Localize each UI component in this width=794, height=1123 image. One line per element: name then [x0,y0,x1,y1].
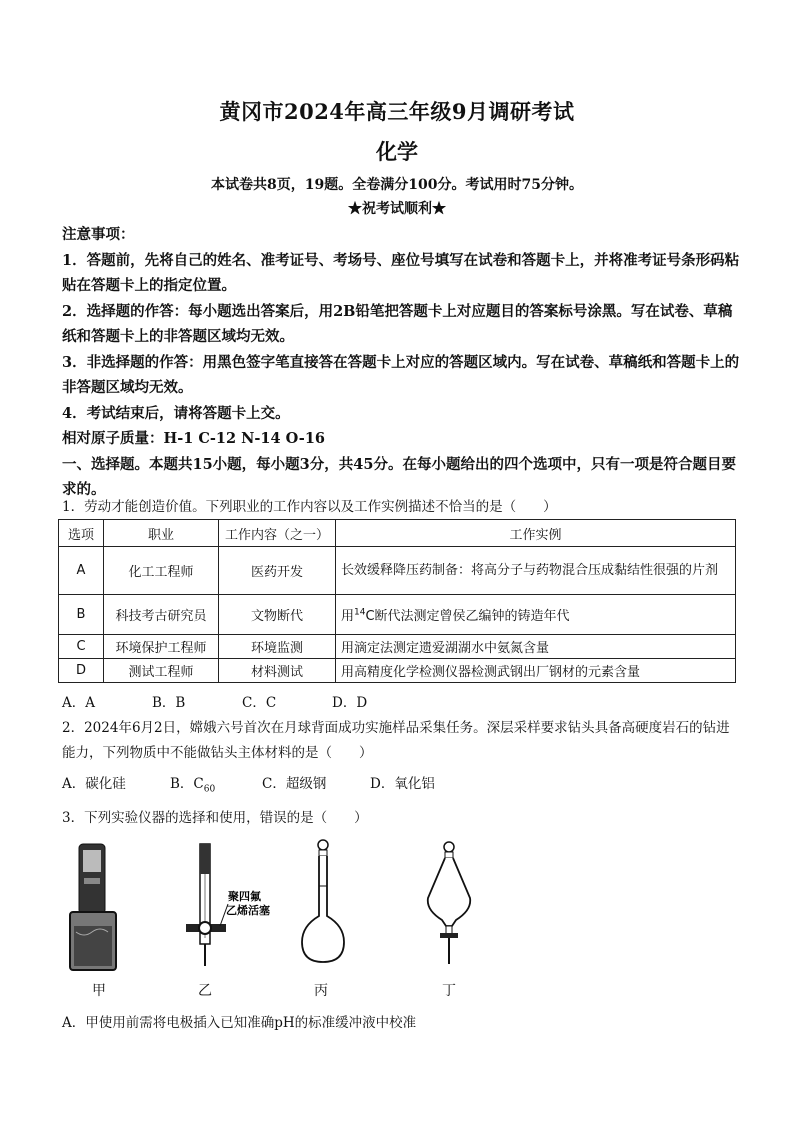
option-b-text: B．C [170,776,204,792]
apparatus-label-bing: 丙 [314,983,328,999]
subscript: 60 [203,784,216,795]
table-row [59,659,736,683]
table-cell: 化工工程师 [104,547,219,595]
table-header-row [59,520,736,547]
table-row [59,547,736,595]
option-a-text: A．甲使用前需将电极插入已知准确pH的标准缓冲液中校准 [62,1015,417,1031]
atomic-mass-line: 相对原子质量：H-1 C-12 N-14 O-16 [62,430,325,447]
question-3 [62,806,742,831]
table-cell: 环境保护工程师 [104,635,219,659]
good-luck-line: ★祝考试顺利★ [348,201,446,217]
table-row [59,595,736,635]
apparatus-label-jia: 甲 [92,983,106,999]
instructions [62,222,742,503]
option-b[interactable]: B．B [152,695,186,711]
table-cell: 长效缓释降压药制备：将高分子与药物混合压成黏结性很强的片剂 [336,547,736,595]
ph-meter-in-beaker-image [64,842,122,972]
apparatus-label-yi: 乙 [198,983,212,999]
instruction-item: 3．非选择题的作答：用黑色签字笔直接答在答题卡上对应的答题区域内。写在试卷、草稿纸和答题卡上的非答题区域均无效。 [62,353,740,396]
table-cell: 医药开发 [219,547,336,595]
cell-text: C断代法测定曾侯乙编钟的铸造年代 [365,609,570,624]
exam-meta: 本试卷共8页，19题。全卷满分100分。考试用时75分钟。 [211,177,583,193]
table-cell: D [59,659,104,683]
option-c[interactable]: C．C [242,695,277,711]
stopcock-label-line-2: 乙烯活塞 [226,904,270,917]
table-cell: B [59,595,104,635]
question-2-text: 2．2024年6月2日，嫦娥六号首次在月球背面成功实施样品采集任务。深层采样要求钻头具备高硬度岩石的钻进能力，下列物质中不能做钻头主体材料的是（ ） [62,720,730,761]
question-1-options [62,691,742,716]
table-cell: 材料测试 [219,659,336,683]
option-d[interactable]: D．D [332,695,368,711]
subject-title: 化学 [376,139,418,164]
table-cell: 科技考古研究员 [104,595,219,635]
table-cell: 环境监测 [219,635,336,659]
apparatus-label-ding: 丁 [442,983,456,999]
question-2 [62,716,742,766]
table-header: 选项 [59,520,104,547]
question-3-option-a[interactable] [62,1011,742,1036]
section-heading: 一、选择题。本题共15小题，每小题3分，共45分。在每小题给出的四个选项中，只有一项是符合题目要求的。 [62,455,736,498]
table-cell: 用滴定法测定遗爱湖湖水中氨氮含量 [336,635,736,659]
table-cell: C [59,635,104,659]
option-d[interactable]: D．氧化铝 [370,776,435,792]
instruction-item: 1．答题前，先将自己的姓名、准考证号、考场号、座位号填写在试卷和答题卡上，并将准考证号条形码粘贴在答题卡上的指定位置。 [62,251,740,294]
table-cell: 用高精度化学检测仪器检测武钢出厂钢材的元素含量 [336,659,736,683]
question-3-text: 3．下列实验仪器的选择和使用，错误的是（ ） [62,810,368,826]
option-a[interactable]: A．A [62,695,95,711]
table-header: 职业 [104,520,219,547]
isotope-superscript: 14 [354,607,366,618]
cell-text: 用 [341,609,355,624]
burette-image [176,842,276,972]
table-cell [336,595,736,635]
exam-title: 黄冈市2024年高三年级9月调研考试 [219,99,575,124]
stopcock-label-line-1: 聚四氟 [228,890,261,903]
volumetric-flask-image [298,838,348,968]
question-1-table [58,519,736,683]
option-c[interactable]: C．超级钢 [262,776,327,792]
question-2-options [62,772,742,803]
instruction-item: 4．考试结束后，请将答题卡上交。 [62,404,290,422]
table-header: 工作实例 [336,520,736,547]
option-a[interactable]: A．碳化硅 [62,776,126,792]
table-cell: 文物断代 [219,595,336,635]
question-1-text: 1．劳动才能创造价值。下列职业的工作内容以及工作实例描述不恰当的是（ ） [62,499,557,515]
table-cell: A [59,547,104,595]
instructions-heading: 注意事项： [62,226,135,243]
table-header: 工作内容（之一） [219,520,336,547]
separatory-funnel-image [424,840,474,970]
table-cell: 测试工程师 [104,659,219,683]
question-1-stem [62,495,742,520]
table-row [59,635,736,659]
option-b[interactable] [170,772,262,803]
instruction-item: 2．选择题的作答：每小题选出答案后，用2B铅笔把答题卡上对应题目的答案标号涂黑。写在试卷、草稿纸和答题卡上的非答题区域均无效。 [62,302,733,345]
